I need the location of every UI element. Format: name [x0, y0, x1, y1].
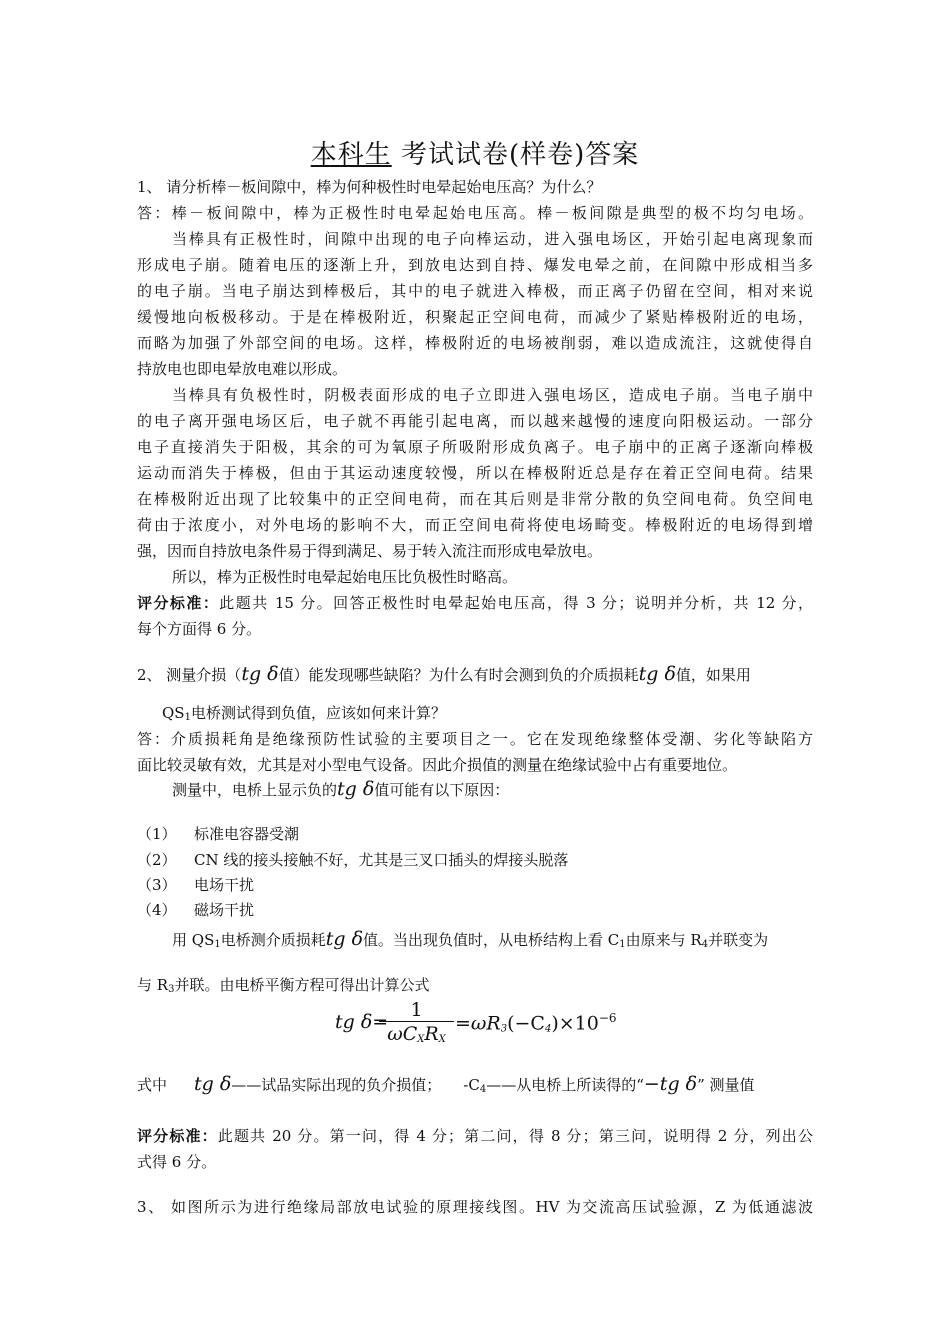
cause-item — [137, 824, 299, 844]
q2-with-b: 并联。由电桥平衡方程可得出计算公式 — [174, 976, 430, 994]
q2-use-b: 电桥测介质损耗 — [220, 931, 326, 949]
title-part2: 考试试卷(样卷)答案 — [400, 140, 640, 170]
tg-delta-symbol: tg δ — [325, 928, 364, 950]
q2-qs-sub: 1 — [184, 712, 191, 723]
q2-answer-line: 面比较灵敏有效，尤其是对小型电气设备。因此介损值的测量在绝缘试验中占有重要地位。 — [137, 756, 738, 774]
subscript: 4 — [544, 1023, 552, 1035]
subscript: 4 — [701, 939, 709, 950]
where-d: ——从电桥上所读得的“ — [486, 1076, 644, 1094]
rhs-c: )×10 — [551, 1012, 599, 1035]
q2-where-line — [137, 1070, 755, 1104]
formula-fraction — [379, 1000, 454, 1051]
q1-answer-line: 在棒极附近出现了比较集中的正空间电荷，而在其后则是非常分散的负空间电荷。负空间电 — [137, 490, 813, 508]
tg-delta-symbol: tg δ — [337, 778, 375, 800]
cause-text: 磁场干扰 — [194, 901, 255, 919]
cause-num: （4） — [137, 901, 177, 919]
cause-item — [137, 900, 254, 920]
q1-answer-line: 的电子崩。当电子崩达到棒极后，其中的电子就进入棒极，而正离子仍留在空间，相对来说 — [137, 282, 813, 300]
formula-lhs: tg δ= — [335, 1011, 389, 1033]
fraction-denominator — [379, 1023, 454, 1051]
q2-score-text: 此题共 20 分。第一问，得 4 分；第二问，得 8 分；第三问，说明得 2 分，列出公 — [217, 1127, 813, 1145]
q1-answer-line: 当棒具有正极性时，间隙中出现的电子向棒运动，进入强电场区，开始引起电离现象而 — [172, 230, 813, 248]
subscript: 3 — [500, 1023, 508, 1035]
q2-score-line2: 式得 6 分。 — [137, 1153, 217, 1171]
formula-rhs — [455, 1011, 617, 1034]
q1-answer-line: 的电子离开强电场区后，电子就不再能引起电离，而以越来越慢的速度向阳极运动。一部分 — [137, 412, 813, 430]
subscript: X — [438, 1034, 446, 1045]
q3-question: 3、 如图所示为进行绝缘局部放电试验的原理接线图。HV 为交流高压试验源，Z 为低通滤波 — [137, 1198, 813, 1216]
q2-question — [137, 660, 751, 689]
q1-question: 1、 请分析棒－板间隙中，棒为何种极性时电晕起始电压高？为什么？ — [137, 178, 602, 196]
q2-use-e: 并联变为 — [708, 931, 769, 949]
q2-with-line — [137, 975, 429, 1000]
where-c: -C — [463, 1076, 480, 1094]
cause-num: （1） — [137, 825, 177, 843]
q1-answer-line: 当棒具有负极性时，阴极表面形成的电子立即进入强电场区，造成电子崩。当电子崩中 — [172, 386, 813, 404]
tg-delta-symbol: tg δ — [194, 1073, 232, 1095]
q2-text-a: 2、 测量介损（ — [137, 666, 242, 684]
q1-answer-line: 答：棒－板间隙中，棒为正极性时电晕起始电压高。棒－板间隙是典型的极不均匀电场。 — [137, 204, 813, 222]
q2-use-d: 由原来与 R — [625, 931, 702, 949]
q2-measure-a: 测量中，电桥上显示负的 — [172, 781, 338, 799]
q2-answer-line: 答：介质损耗角是绝缘预防性试验的主要项目之一。它在发现绝缘整体受潮、劣化等缺陷方 — [137, 730, 813, 748]
subscript: 4 — [479, 1084, 487, 1095]
q1-answer-line: 运动而消失于棒极，但由于其运动速度较慢，所以在棒极附近总是存在着正空间电荷。结果 — [137, 464, 813, 482]
q2-question-line2 — [162, 703, 446, 728]
q2-use-a: 用 QS — [172, 931, 215, 949]
title-part1: 本科生 — [310, 140, 392, 170]
subscript: 1 — [214, 939, 221, 950]
cause-text: CN 线的接头接触不好，尤其是三叉口插头的焊接头脱落 — [194, 851, 569, 869]
rhs-b: (−C — [507, 1012, 545, 1035]
q1-answer-line: 持放电也即电晕放电难以形成。 — [137, 360, 348, 378]
q2-qs: QS — [162, 704, 185, 722]
cause-text: 电场干扰 — [194, 876, 255, 894]
exponent: −6 — [598, 1011, 617, 1025]
rhs-a: =ωR — [455, 1012, 501, 1035]
fraction-bar — [379, 1021, 454, 1022]
cause-item — [137, 850, 568, 870]
where-label: 式中 — [137, 1076, 168, 1094]
q1-score-text: 此题共 15 分。回答正极性时电晕起始电压高，得 3 分；说明并分析，共 12 分， — [219, 594, 813, 612]
q2-text-c: 值，如果用 — [675, 666, 751, 684]
q1-answer-line: 形成电子崩。随着电压的逐渐上升，到放电达到自持、爆发电晕之前，在间隙中形成相当多 — [137, 256, 813, 274]
q2-measure-line — [172, 775, 509, 804]
cause-num: （3） — [137, 876, 177, 894]
q1-answer-line: 电子直接消失于阳极，其余的可为氧原子所吸附形成负离子。电子崩中的正离子逐渐向棒极 — [137, 438, 813, 456]
neg-tg-delta-symbol: −tg δ — [643, 1073, 698, 1095]
cause-item — [137, 875, 254, 895]
q2-measure-b: 值可能有以下原因： — [374, 781, 510, 799]
q1-answer-line: 荷由于浓度小，对外电场的影响不大，而正空间电荷将使电场畸变。棒极附近的电场得到增 — [137, 516, 813, 534]
q2-text-b: 值）能发现哪些缺陷？为什么有时会测到负的介质损耗 — [278, 666, 639, 684]
where-b: ——试品实际出现的负介损值； — [231, 1076, 442, 1094]
den-r: R — [424, 1023, 439, 1045]
q2-text-d: 电桥测试得到负值，应该如何来计算？ — [190, 704, 446, 722]
tg-delta-symbol: tg δ — [638, 663, 676, 685]
q1-answer-line: 缓慢地向板极移动。于是在棒极附近，积聚起正空间电荷，而减少了紧贴棒极附近的电场， — [137, 308, 813, 326]
fraction-numerator: 1 — [410, 999, 423, 1021]
cause-num: （2） — [137, 851, 177, 869]
q1-score-line2: 每个方面得 6 分。 — [137, 620, 262, 638]
where-e: ” 测量值 — [697, 1076, 755, 1094]
q2-score-line — [137, 1126, 813, 1146]
page-title — [0, 134, 950, 171]
cause-text: 标准电容器受潮 — [194, 825, 300, 843]
q2-use-line — [172, 925, 768, 959]
subscript: 3 — [168, 984, 175, 995]
q1-answer-line: 所以，棒为正极性时电晕起始电压比负极性时略高。 — [172, 568, 518, 586]
q2-score-label: 评分标准： — [137, 1127, 218, 1145]
den-text: ωC — [387, 1023, 418, 1045]
q1-answer-line: 而略为加强了外部空间的电场。这样，棒极附近的电场被削弱，难以造成流注，这就使得自 — [137, 334, 813, 352]
subscript: 1 — [619, 939, 626, 950]
q1-answer-line: 强，因而自持放电条件易于得到满足、易于转入流注而形成电晕放电。 — [137, 542, 603, 560]
q1-score-line — [137, 593, 813, 613]
q1-score-label: 评分标准： — [137, 594, 220, 612]
formula — [335, 1000, 635, 1050]
tg-delta-symbol: tg δ — [241, 663, 279, 685]
q2-with-a: 与 R — [137, 976, 169, 994]
q2-use-c: 值。当出现负值时，从电桥结构上看 C — [363, 931, 620, 949]
subscript: X — [417, 1034, 425, 1045]
